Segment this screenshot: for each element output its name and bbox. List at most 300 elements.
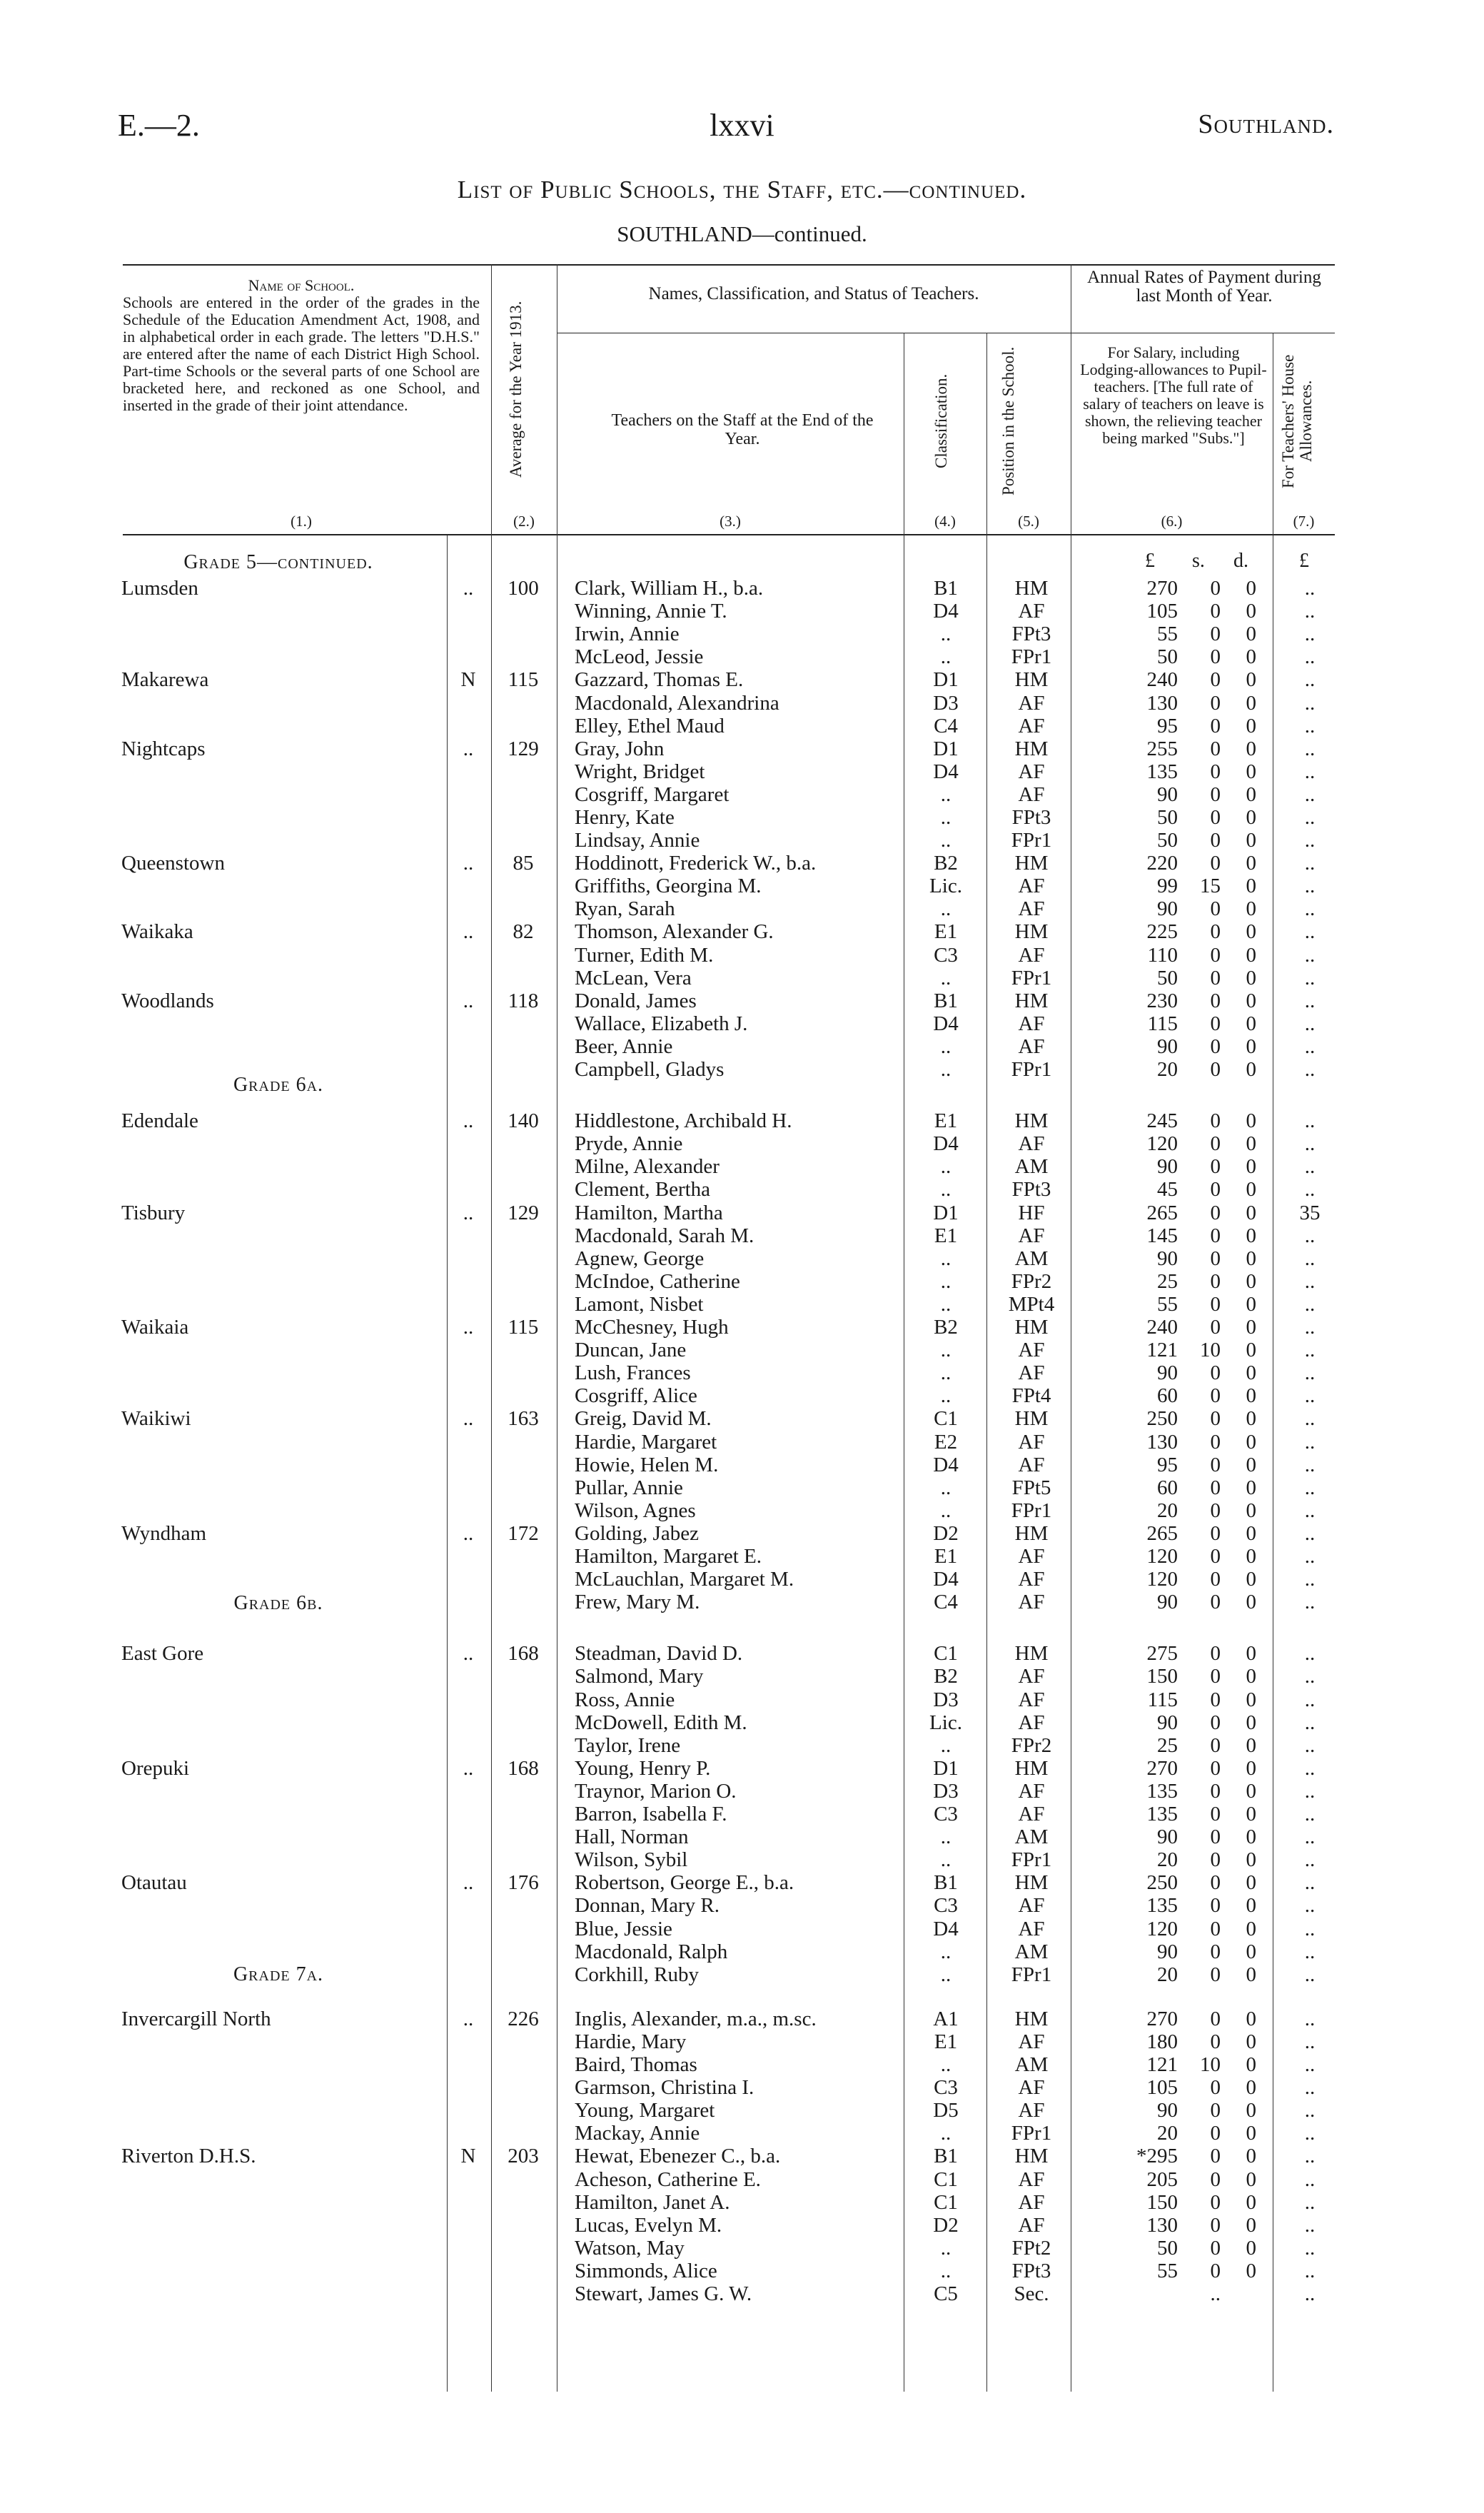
salary-column-header: For Salary, including Lodging-allowances to Pupil-teachers. [The full rate of salary of teachers on leave is shown, the relieving teacher being marked "Subs."]	[1080, 343, 1267, 447]
house-allowance: ..	[1304, 967, 1316, 989]
house-allowance: ..	[1304, 1132, 1316, 1155]
salary-pence: 0	[1246, 1247, 1256, 1270]
table-row	[0, 1918, 1484, 1940]
house-allowance: ..	[1304, 1454, 1316, 1476]
teacher-name: Cosgriff, Alice	[575, 1384, 697, 1407]
salary-pence: 0	[1246, 829, 1256, 852]
salary-pence: 0	[1246, 1545, 1256, 1568]
classification: C1	[934, 1407, 958, 1430]
classification: E1	[934, 1545, 958, 1568]
table-row	[0, 577, 1484, 600]
classification: C4	[934, 715, 958, 737]
house-allowance: ..	[1304, 1568, 1316, 1591]
teacher-name: McIndoe, Catherine	[575, 1270, 740, 1293]
classification: ..	[940, 1734, 952, 1757]
position: AF	[1018, 1803, 1045, 1825]
average-attendance: 163	[508, 1407, 539, 1430]
salary-pounds: 220	[1146, 852, 1178, 875]
position: AF	[1018, 2030, 1045, 2053]
salary-pounds: 105	[1146, 2076, 1178, 2099]
classification: B1	[934, 989, 958, 1012]
allowance-pound-label: £	[1299, 550, 1309, 572]
house-allowance: ..	[1304, 1339, 1316, 1361]
position: AF	[1018, 783, 1045, 806]
school-name: Makarewa	[121, 668, 209, 691]
teacher-name: Macdonald, Alexandrina	[575, 692, 779, 715]
house-allowance: ..	[1304, 1642, 1316, 1665]
school-flag: ..	[463, 1757, 474, 1780]
house-allowance: ..	[1304, 1012, 1316, 1035]
table-row	[0, 1522, 1484, 1545]
table-row	[0, 1384, 1484, 1407]
salary-pence: 0	[1246, 737, 1256, 760]
salary-shillings: 0	[1210, 1894, 1221, 1917]
house-allowance: ..	[1304, 623, 1316, 645]
teacher-name: Salmond, Mary	[575, 1665, 704, 1688]
table-row	[0, 1132, 1484, 1155]
table-row	[0, 1476, 1484, 1499]
table-row	[0, 645, 1484, 668]
salary-shillings: 0	[1210, 2076, 1221, 2099]
house-allowance: ..	[1304, 783, 1316, 806]
table-row	[0, 1848, 1484, 1871]
position: HM	[1014, 1522, 1049, 1545]
classification: B2	[934, 1665, 958, 1688]
position: AF	[1018, 1780, 1045, 1803]
salary-pounds: 50	[1157, 967, 1178, 989]
salary-pence: 0	[1246, 1058, 1256, 1081]
salary-pence: 0	[1246, 2214, 1256, 2237]
salary-pence: 0	[1246, 1293, 1256, 1316]
position: AF	[1018, 1035, 1045, 1058]
position: HM	[1014, 668, 1049, 691]
salary-pounds: 135	[1146, 760, 1178, 783]
salary-shillings: 0	[1210, 1058, 1221, 1081]
table-row	[0, 2053, 1484, 2076]
salary-pence: 0	[1246, 1963, 1256, 1986]
table-row	[0, 2260, 1484, 2282]
salary-shillings: 0	[1210, 1316, 1221, 1339]
classification: ..	[940, 1270, 952, 1293]
name-column-note: Schools are entered in the order of the grades in the Schedule of the Education Amendment Act, 1908, and in alphabetical order in each grade. The letters "D.H.S." are entered after the name of each District High School. Part-time Schools or the several parts of one School are bracketed here, and reckoned as one School, and inserted in the grade of their joint attendance.	[123, 293, 480, 414]
classification: ..	[940, 1035, 952, 1058]
salary-pence: 0	[1246, 967, 1256, 989]
position: HM	[1014, 1407, 1049, 1430]
table-row	[0, 692, 1484, 715]
shilling-label: s.	[1192, 550, 1205, 572]
salary-pence: 0	[1246, 1178, 1256, 1201]
position: MPt4	[1008, 1293, 1055, 1316]
position: AF	[1018, 1224, 1045, 1247]
salary-pence: 0	[1246, 1940, 1256, 1963]
salary-pence: 0	[1246, 2122, 1256, 2145]
classification: ..	[940, 1476, 952, 1499]
teacher-name: Stewart, James G. W.	[575, 2282, 752, 2305]
average-attendance: 85	[513, 852, 534, 875]
school-flag: ..	[463, 1407, 474, 1430]
house-allowance: ..	[1304, 1522, 1316, 1545]
house-allowance: ..	[1304, 1711, 1316, 1734]
teacher-name: Robertson, George E., b.a.	[575, 1871, 794, 1894]
salary-pence: 0	[1246, 1642, 1256, 1665]
salary-shillings: 0	[1210, 715, 1221, 737]
position: AF	[1018, 875, 1045, 897]
table-row	[0, 806, 1484, 829]
classification: ..	[940, 2122, 952, 2145]
average-attendance: 100	[508, 577, 539, 600]
col-number-6: (6.)	[1161, 513, 1183, 530]
teacher-name: Wilson, Sybil	[575, 1848, 688, 1871]
teacher-name: Hewat, Ebenezer C., b.a.	[575, 2145, 781, 2167]
col-number-3: (3.)	[720, 513, 741, 530]
salary-pounds: 275	[1146, 1642, 1178, 1665]
col-number-1: (1.)	[291, 513, 312, 530]
table-row	[0, 600, 1484, 623]
salary-pence: 0	[1246, 1803, 1256, 1825]
house-allowance: ..	[1304, 2191, 1316, 2214]
school-flag: ..	[463, 1642, 474, 1665]
classification: E1	[934, 1224, 958, 1247]
table-row	[0, 1058, 1484, 1081]
salary-pence: 0	[1246, 692, 1256, 715]
salary-pounds: 105	[1146, 600, 1178, 623]
teacher-name: McLeod, Jessie	[575, 645, 704, 668]
house-allowance: ..	[1304, 1963, 1316, 1986]
salary-pence: 0	[1246, 645, 1256, 668]
salary-pounds: 90	[1157, 783, 1178, 806]
salary-pounds: 55	[1157, 623, 1178, 645]
teacher-name: Hamilton, Martha	[575, 1202, 723, 1224]
position: FPt3	[1011, 2260, 1051, 2282]
house-allowance: ..	[1304, 577, 1316, 600]
position: AF	[1018, 897, 1045, 920]
school-flag: ..	[463, 920, 474, 943]
salary-shillings: 0	[1210, 2030, 1221, 2053]
house-allowance: ..	[1304, 1499, 1316, 1522]
classification: ..	[940, 1384, 952, 1407]
salary-shillings: 0	[1210, 1407, 1221, 1430]
salary-pounds: 50	[1157, 806, 1178, 829]
school-flag: ..	[463, 737, 474, 760]
classification: B1	[934, 577, 958, 600]
position: FPt4	[1011, 1384, 1051, 1407]
position: FPr1	[1011, 967, 1052, 989]
salary-pounds: 120	[1146, 1132, 1178, 1155]
school-name: Waikaka	[121, 920, 193, 943]
teacher-name: Baird, Thomas	[575, 2053, 697, 2076]
salary-pence: 0	[1246, 1012, 1256, 1035]
salary-pounds: 20	[1157, 1963, 1178, 1986]
teacher-name: Wilson, Agnes	[575, 1499, 696, 1522]
salary-pence: 0	[1246, 1476, 1256, 1499]
salary-shillings: 0	[1210, 1454, 1221, 1476]
teacher-name: Pryde, Annie	[575, 1132, 683, 1155]
school-name: Waikiwi	[121, 1407, 191, 1430]
position: HM	[1014, 1757, 1049, 1780]
classification: ..	[940, 1178, 952, 1201]
classification: ..	[940, 2053, 952, 2076]
teacher-name: Campbell, Gladys	[575, 1058, 725, 1081]
table-row	[0, 1407, 1484, 1430]
house-allowance: ..	[1304, 1476, 1316, 1499]
house-allowance: ..	[1304, 1848, 1316, 1871]
salary-shillings: 10	[1200, 2053, 1221, 2076]
classification: D1	[933, 737, 959, 760]
classification: D4	[933, 760, 959, 783]
position: FPr1	[1011, 645, 1052, 668]
average-attendance: 129	[508, 737, 539, 760]
position: AF	[1018, 2099, 1045, 2122]
salary-pounds: 99	[1157, 875, 1178, 897]
position: HM	[1014, 852, 1049, 875]
pound-label: £	[1145, 550, 1155, 572]
salary-pounds: 265	[1146, 1202, 1178, 1224]
salary-pence: 0	[1246, 623, 1256, 645]
school-name: Nightcaps	[121, 737, 206, 760]
col-number-7: (7.)	[1293, 513, 1315, 530]
average-attendance: 176	[508, 1871, 539, 1894]
salary-shillings: 0	[1210, 1711, 1221, 1734]
classification: E2	[934, 1431, 958, 1454]
table-row	[0, 829, 1484, 852]
table-row	[0, 1224, 1484, 1247]
salary-pence: 0	[1246, 1361, 1256, 1384]
salary-pounds: 55	[1157, 1293, 1178, 1316]
classification: C3	[934, 1803, 958, 1825]
position: HF	[1018, 1202, 1045, 1224]
salary-pounds: *295	[1136, 2145, 1178, 2167]
salary-pence: 0	[1246, 715, 1256, 737]
average-attendance: 115	[508, 1316, 539, 1339]
salary-pence: 0	[1246, 1407, 1256, 1430]
salary-shillings: 0	[1210, 1035, 1221, 1058]
school-flag: N	[460, 2145, 476, 2167]
table-row	[0, 944, 1484, 967]
average-attendance: 129	[508, 1202, 539, 1224]
salary-pence: 0	[1246, 2099, 1256, 2122]
table-row	[0, 1545, 1484, 1568]
classification: ..	[940, 623, 952, 645]
salary-pence: 0	[1246, 1035, 1256, 1058]
teacher-name: Ross, Annie	[575, 1688, 675, 1711]
table-row	[0, 783, 1484, 806]
teacher-name: Corkhill, Ruby	[575, 1963, 700, 1986]
salary-pounds: 90	[1157, 1591, 1178, 1613]
classification: D5	[933, 2099, 959, 2122]
salary-shillings: 0	[1210, 1202, 1221, 1224]
average-attendance: 168	[508, 1642, 539, 1665]
house-allowance: ..	[1304, 806, 1316, 829]
classification: D4	[933, 1132, 959, 1155]
position: FPt2	[1011, 2237, 1051, 2260]
table-row	[0, 2282, 1484, 2305]
position: AF	[1018, 1918, 1045, 1940]
house-allowance: ..	[1304, 1940, 1316, 1963]
classification: C3	[934, 944, 958, 967]
salary-pounds: 145	[1146, 1224, 1178, 1247]
classification: D4	[933, 1454, 959, 1476]
salary-pence: 0	[1246, 2145, 1256, 2167]
house-allowance: ..	[1304, 1384, 1316, 1407]
position: FPt3	[1011, 806, 1051, 829]
table-row	[0, 2076, 1484, 2099]
salary-pence: 0	[1246, 668, 1256, 691]
salary-pence: 0	[1246, 2260, 1256, 2282]
house-allowance: ..	[1304, 2145, 1316, 2167]
salary-shillings: 0	[1210, 623, 1221, 645]
teacher-name: Greig, David M.	[575, 1407, 712, 1430]
house-allowance: ..	[1304, 2260, 1316, 2282]
house-allowance: ..	[1304, 875, 1316, 897]
teacher-name: Wallace, Elizabeth J.	[575, 1012, 748, 1035]
house-allowance: ..	[1304, 2168, 1316, 2191]
salary-shillings: ..	[1210, 2282, 1221, 2305]
table-row	[0, 1270, 1484, 1293]
house-allowance: ..	[1304, 1894, 1316, 1917]
position: HM	[1014, 920, 1049, 943]
table-row	[0, 1688, 1484, 1711]
salary-shillings: 0	[1210, 2214, 1221, 2237]
salary-pounds: 20	[1157, 2122, 1178, 2145]
school-name: East Gore	[121, 1642, 204, 1665]
teacher-name: Clark, William H., b.a.	[575, 577, 764, 600]
teacher-name: Blue, Jessie	[575, 1918, 672, 1940]
school-flag: ..	[463, 852, 474, 875]
salary-pence: 0	[1246, 1109, 1256, 1132]
house-allowance: ..	[1304, 1734, 1316, 1757]
salary-pounds: 270	[1146, 2008, 1178, 2030]
salary-pounds: 245	[1146, 1109, 1178, 1132]
salary-pence: 0	[1246, 989, 1256, 1012]
teacher-name: Clement, Bertha	[575, 1178, 711, 1201]
salary-shillings: 0	[1210, 1270, 1221, 1293]
position: FPr1	[1011, 1499, 1052, 1522]
salary-shillings: 0	[1210, 897, 1221, 920]
salary-shillings: 0	[1210, 2260, 1221, 2282]
house-allowance: ..	[1304, 2076, 1316, 2099]
teacher-name: Simmonds, Alice	[575, 2260, 717, 2282]
house-allowance: ..	[1304, 1665, 1316, 1688]
position: FPr1	[1011, 1963, 1052, 1986]
salary-shillings: 0	[1210, 737, 1221, 760]
average-attendance: 140	[508, 1109, 539, 1132]
classification: C5	[934, 2282, 958, 2305]
salary-pence: 0	[1246, 1384, 1256, 1407]
salary-shillings: 0	[1210, 1963, 1221, 1986]
avg-column-header: Average for the Year 1913.	[507, 301, 525, 478]
table-row	[0, 2099, 1484, 2122]
position: AF	[1018, 1894, 1045, 1917]
classification: Lic.	[929, 1711, 962, 1734]
salary-pounds: 55	[1157, 2260, 1178, 2282]
salary-pence: 0	[1246, 577, 1256, 600]
page-number: lxxvi	[710, 108, 774, 143]
classification: D4	[933, 1012, 959, 1035]
position: FPr2	[1011, 1270, 1052, 1293]
average-attendance: 115	[508, 668, 539, 691]
table-row	[0, 1247, 1484, 1270]
classification: E1	[934, 2030, 958, 2053]
salary-shillings: 0	[1210, 1780, 1221, 1803]
salary-pence: 0	[1246, 760, 1256, 783]
payment-group-header: Annual Rates of Payment during last Month of Year.	[1087, 268, 1321, 306]
salary-pence: 0	[1246, 2030, 1256, 2053]
salary-pence: 0	[1246, 920, 1256, 943]
salary-shillings: 0	[1210, 2099, 1221, 2122]
salary-shillings: 0	[1210, 1803, 1221, 1825]
house-allowance: ..	[1304, 1780, 1316, 1803]
average-attendance: 82	[513, 920, 534, 943]
classification: D3	[933, 692, 959, 715]
salary-pounds: 25	[1157, 1734, 1178, 1757]
position: HM	[1014, 737, 1049, 760]
salary-pounds: 120	[1146, 1918, 1178, 1940]
salary-shillings: 0	[1210, 1757, 1221, 1780]
position: FPr1	[1011, 2122, 1052, 2145]
position: FPr1	[1011, 829, 1052, 852]
classification: D3	[933, 1688, 959, 1711]
salary-shillings: 0	[1210, 829, 1221, 852]
classification: C1	[934, 1642, 958, 1665]
table-row	[0, 1316, 1484, 1339]
position: AF	[1018, 2168, 1045, 2191]
classification: ..	[940, 1247, 952, 1270]
salary-pounds: 60	[1157, 1384, 1178, 1407]
salary-shillings: 0	[1210, 645, 1221, 668]
table-row	[0, 715, 1484, 737]
teacher-name: Hall, Norman	[575, 1825, 689, 1848]
teacher-name: Griffiths, Georgina M.	[575, 875, 762, 897]
salary-pence: 0	[1246, 1665, 1256, 1688]
salary-shillings: 0	[1210, 1384, 1221, 1407]
house-allowance: ..	[1304, 1825, 1316, 1848]
salary-pence: 0	[1246, 944, 1256, 967]
table-row	[0, 2168, 1484, 2191]
house-allowance: ..	[1304, 1247, 1316, 1270]
classification: A1	[933, 2008, 959, 2030]
position: AF	[1018, 1361, 1045, 1384]
salary-pounds: 135	[1146, 1894, 1178, 1917]
house-allowance: ..	[1304, 2237, 1316, 2260]
salary-pence: 0	[1246, 1431, 1256, 1454]
grade-heading: Grade 7a.	[233, 1963, 324, 1985]
salary-pence: 0	[1246, 1848, 1256, 1871]
position: AM	[1014, 2053, 1049, 2076]
salary-pounds: 110	[1147, 944, 1178, 967]
salary-pounds: 255	[1146, 737, 1178, 760]
position: HM	[1014, 2145, 1049, 2167]
table-row	[0, 1803, 1484, 1825]
classification: ..	[940, 1963, 952, 1986]
school-flag: N	[460, 668, 476, 691]
salary-pence: 0	[1246, 2053, 1256, 2076]
salary-shillings: 0	[1210, 1591, 1221, 1613]
house-allowance: ..	[1304, 2008, 1316, 2030]
salary-pence: 0	[1246, 806, 1256, 829]
house-allowance: ..	[1304, 2099, 1316, 2122]
teacher-name: Macdonald, Sarah M.	[575, 1224, 754, 1247]
table-row	[0, 989, 1484, 1012]
salary-pence: 0	[1246, 2008, 1256, 2030]
salary-pence: 0	[1246, 1894, 1256, 1917]
teacher-name: Lush, Frances	[575, 1361, 691, 1384]
table-row	[0, 2214, 1484, 2237]
salary-pence: 0	[1246, 2191, 1256, 2214]
school-flag: ..	[463, 1109, 474, 1132]
house-allowance: ..	[1304, 1407, 1316, 1430]
salary-shillings: 0	[1210, 1688, 1221, 1711]
salary-pounds: 20	[1157, 1848, 1178, 1871]
